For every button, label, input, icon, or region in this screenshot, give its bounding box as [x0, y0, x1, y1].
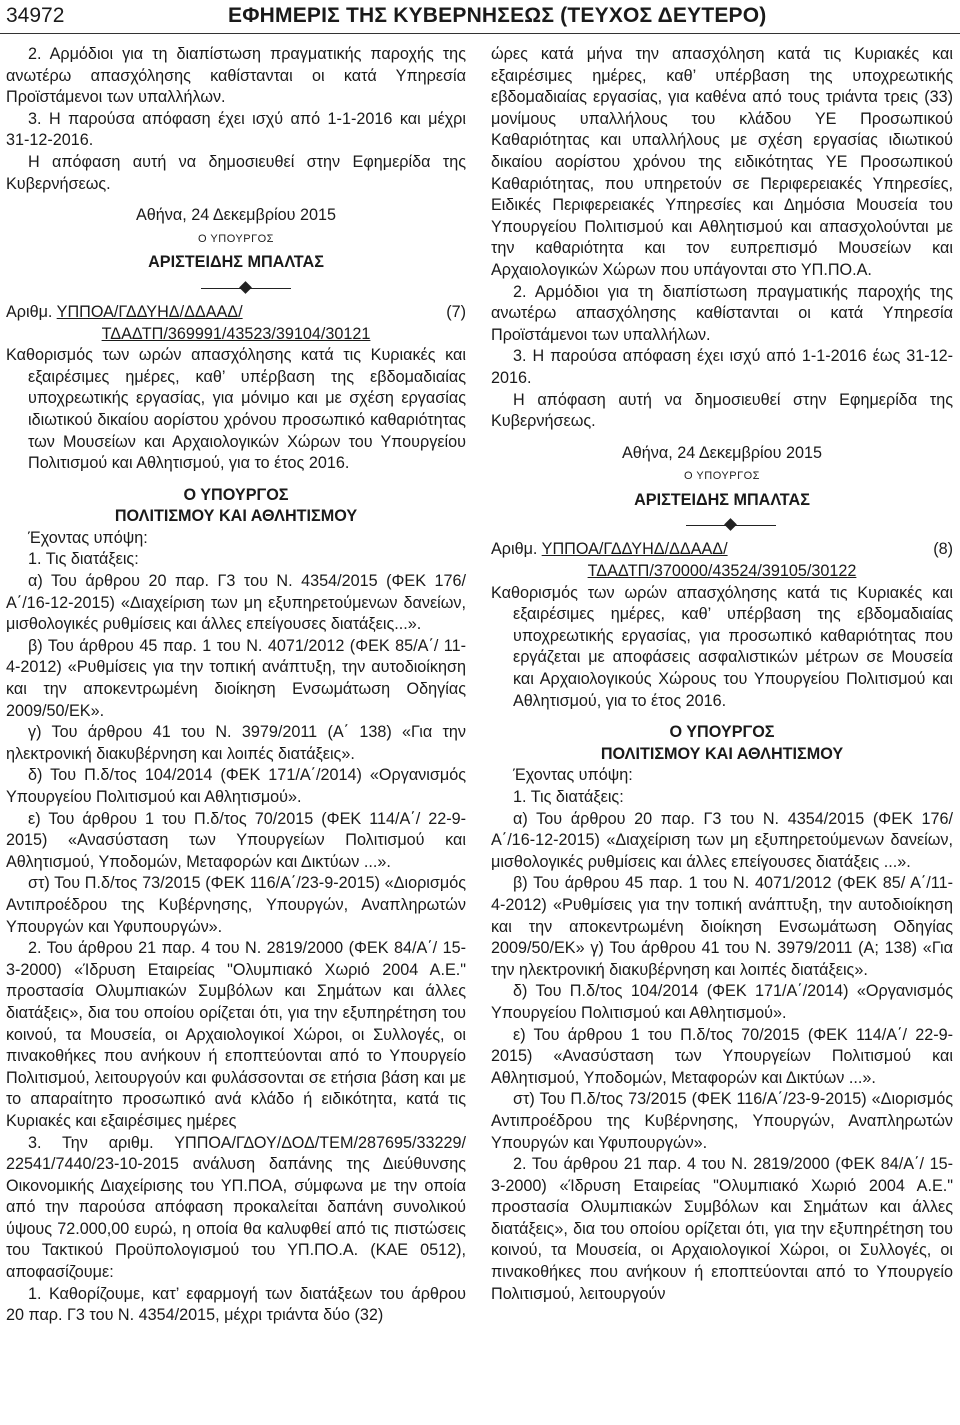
minister-label: Ο ΥΠΟΥΡΓΟΣ	[684, 470, 760, 483]
page-number: 34972	[6, 4, 65, 27]
paragraph: 3. Η παρούσα απόφαση έχει ισχύ από 1-1-2016 έως 31-12-2016.	[491, 347, 953, 387]
decision-subject: Καθορισμός των ωρών απασχόλησης κατά τις Κυριακές και εξαιρέσιμες ημέρες, καθ’ υπέρβαση της εβδομαδιαίας υποχρεωτικής εργασίας, για μόνιμο και με σχέση εργασίας ιδιωτικού δικαίου αορίστου χρόνου προσωπικό καθαριότητας των Μουσείων και Αρχαιολογικών Χώρων του Υπουργείου Πολιτισμού και Αθλητισμού, για το έτος 2016.	[6, 346, 466, 473]
ref-code: ΥΠΠΟΑ/ΓΔΔΥΗΔ/ΔΔΑΑΔ/	[56, 302, 243, 321]
list-item: β) Του άρθρου 45 παρ. 1 του Ν. 4071/2012 (ΦΕΚ 85/Α΄/ 11-4-2012) «Ρυθμίσεις για την τοπική ανάπτυξη, την αυτοδιοίκηση και την αποκεντρωμένη διοίκηση Ενσωμάτωση Οδηγίας 2009/50/ΕΚ».	[6, 636, 466, 720]
signature-date: Αθήνα, 24 Δεκεμβρίου 2015	[135, 206, 336, 225]
list-item: α) Του άρθρου 20 παρ. Γ3 του Ν. 4354/2015 (ΦΕΚ 176/ Α΄/16-12-2015) «Διαχείριση των μη εξυπηρετούμενων δανείων, μισθολογικές ρυθμίσεις και άλλες επείγουσες διατάξεις ...».	[491, 809, 953, 871]
list-item: ε) Του άρθρου 1 του Π.δ/τος 70/2015 (ΦΕΚ 114/Α΄/ 22-9-2015) «Ανασύσταση των Υπουργείων Πολιτισμού και Αθλητισμού, Υποδομών, Μεταφορών και Δικτύων ...».	[491, 1025, 953, 1087]
paragraph: ώρες κατά μήνα την απασχόληση κατά τις Κυριακές και εξαιρέσιμες ημέρες, καθ’ υπέρβαση της υποχρεωτικής εβδομαδιαίας εργασίας, για καθένα από τους τριάντα τρεις (33) μονίμους υπαλλήλους του κλάδου ΥΕ Προσωπικού Καθαριότητας και υπαλλήλους με σχέση εργασίας ιδιωτικού δικαίου αορίστου χρόνου της ειδικότητας ΥΕ Προσωπικού Καθαριότητας, που υπηρετούν σε Περιφερειακές Υπηρεσίες, Ειδικές Περιφερειακές Υπηρεσίες και Δημόσια Μουσεία του Υπουργείου Πολιτισμού και Αθλητισμού και απασχολούνται με την καθαριότητα και τον ευπρεπισμό Μουσείων και Αρχαιολογικών Χώρων που υπάγονται στο ΥΠ.ΠΟ.Α.	[491, 45, 953, 279]
list-item: γ) Του άρθρου 41 του Ν. 3979/2011 (Α΄ 138) «Για την ηλεκτρονική διακυβέρνηση και λοιπές διατάξεις».	[6, 723, 466, 763]
minister-label: Ο ΥΠΟΥΡΓΟΣ	[198, 232, 274, 245]
list-item: 1. Τις διατάξεις:	[28, 550, 139, 569]
minister-name: ΑΡΙΣΤΕΙΔΗΣ ΜΠΑΛΤΑΣ	[148, 253, 324, 272]
list-item: 3. Την αριθμ. ΥΠΠΟΑ/ΓΔΟΥ/ΔΟΔ/ΤΕΜ/287695/33229/ 22541/7440/23-10-2015 ανάλυση δαπάνης της Διεύθυνσης Οικονομικής Διαχείρισης του ΥΠ.ΠΟΑ, σύμφωνα με την οποία από την παρούσα απόφαση προκαλείται δαπάνη συνολικού ύψους 72.000,00 ευρώ, η οποία θα καλυφθεί από τις πιστώσεις του Τακτικού Προϋπολογισμού του ΥΠ.ΠΟ.Α. (ΚΑΕ 0512), αποφασίζουμε:	[6, 1133, 466, 1282]
section-separator	[6, 280, 466, 296]
signature-date: Αθήνα, 24 Δεκεμβρίου 2015	[621, 443, 822, 462]
ref-number: (8)	[933, 540, 953, 559]
list-item: δ) Του Π.δ/τος 104/2014 (ΦΕΚ 171/Α΄/2014) «Οργανισμός Υπουργείου Πολιτισμού και Αθλητισμού».	[491, 982, 953, 1022]
list-item: στ) Του Π.δ/τος 73/2015 (ΦΕΚ 116/Α΄/23-9-2015) «Διορισμός Αντιπροέδρου της Κυβέρνησης, Υπουργών, Αναπληρωτών Υπουργών και Υφυπουργών».	[6, 874, 466, 936]
list-item: 2. Του άρθρου 21 παρ. 4 του Ν. 2819/2000 (ΦΕΚ 84/Α΄/ 15-3-2000) «Ίδρυση Εταιρείας "Ολυμπιακό Χωριό 2004 Α.Ε." προστασία Ολυμπιακών Συμβόλων και Σημάτων και άλλες διατάξεις», δια του οποίου ορίζεται ότι, για την εξυπηρέτηση του κοινού, τα Μουσεία, οι Αρχαιολογικοί Χώροι, οι Συλλογές, οι πινακοθήκες που ανήκουν ή εποπτεύονται από το Υπουργείο Πολιτισμού, λειτουργούν	[491, 1155, 953, 1303]
paragraph: 3. Η παρούσα απόφαση έχει ισχύ από 1-1-2016 και μέχρι 31-12-2016.	[6, 109, 466, 150]
ref-number: (7)	[446, 302, 466, 321]
list-item: ε) Του άρθρου 1 του Π.δ/τος 70/2015 (ΦΕΚ 114/Α΄/ 22-9-2015) «Ανασύσταση των Υπουργείων Πολιτισμού και Αθλητισμού, Υποδομών, Μεταφορών και Δικτύων ...».	[6, 809, 466, 871]
list-item: α) Του άρθρου 20 παρ. Γ3 του Ν. 4354/2015 (ΦΕΚ 176/ Α΄/16-12-2015) «Διαχείριση των μη εξυπηρετούμενων δανείων, μισθολογικές ρυθμίσεις και άλλες επείγουσες διατάξεις...».	[6, 572, 466, 634]
heading-ministry: ΠΟΛΙΤΙΣΜΟΥ ΚΑΙ ΑΘΛΗΤΙΣΜΟΥ	[600, 744, 844, 763]
decision-ref-row	[6, 302, 466, 324]
list-item: 1. Καθορίζουμε, κατ’ εφαρμογή των διατάξεων του άρθρου 20 παρ. Γ3 του Ν. 4354/2015, μέχρι τριάντα δύο (32)	[6, 1284, 466, 1325]
heading-minister: Ο ΥΠΟΥΡΓΟΣ	[183, 485, 289, 504]
paragraph: 2. Αρμόδιοι για τη διαπίστωση πραγματικής παροχής της ανωτέρω απασχόλησης καθίστανται οι κατά Υπηρεσία Προϊστάμενοι των υπαλλήλων.	[6, 45, 466, 107]
left-column	[6, 44, 466, 1327]
list-item: β) Του άρθρου 45 παρ. 1 του Ν. 4071/2012 (ΦΕΚ 85/ Α΄/11-4-2012) «Ρυθμίσεις για την τοπική ανάπτυξη, την αυτοδιοίκηση και την αποκεντρωμένη διοίκηση Ενσωμάτωση Οδηγίας 2009/50/ΕΚ» γ) Του άρθρου 41 του Ν. 3979/2011 (Α; 138) «Για την ηλεκτρονική διακυβέρνηση και λοιπές διατάξεις».	[491, 874, 953, 979]
heading-ministry: ΠΟΛΙΤΙΣΜΟΥ ΚΑΙ ΑΘΛΗΤΙΣΜΟΥ	[114, 507, 358, 526]
minister-name: ΑΡΙΣΤΕΙΔΗΣ ΜΠΑΛΤΑΣ	[634, 490, 810, 509]
list-item: 2. Του άρθρου 21 παρ. 4 του Ν. 2819/2000 (ΦΕΚ 84/Α΄/ 15-3-2000) «Ίδρυση Εταιρείας "Ολυμπιακό Χωριό 2004 Α.Ε." προστασία Ολυμπιακών Συμβόλων και Σημάτων και άλλες διατάξεις», δια του οποίου ορίζεται ότι, για την εξυπηρέτηση του κοινού, τα Μουσεία, οι Αρχαιολογικοί Χώροι, οι Συλλογές, οι πινακοθήκες που ανήκουν ή εποπτεύονται από το Υπουργείο Πολιτισμού, λειτουργούν και φυλάσσονται σε ετήσια βάση και με το απαραίτητο προσωπικό ανά κλάδο ή ειδικότητα, κατά τις Κυριακές και εξαιρέσιμες ημέρες	[6, 939, 466, 1130]
considering: Έχοντας υπόψη:	[513, 766, 633, 785]
paragraph: Η απόφαση αυτή να δημοσιευθεί στην Εφημερίδα της Κυβερνήσεως.	[6, 152, 466, 193]
paragraph: 2. Αρμόδιοι για τη διαπίστωση πραγματικής παροχής της ανωτέρω απασχόλησης καθίστανται οι κατά Υπηρεσία Προϊστάμενοι των υπαλλήλων.	[491, 282, 953, 344]
page-header	[0, 0, 960, 34]
ref-prefix: Αριθμ.	[491, 540, 538, 559]
considering: Έχοντας υπόψη:	[28, 528, 148, 547]
ref-code-line2: ΤΔΑΔΤΠ/369991/43523/39104/30121	[101, 324, 371, 343]
ref-prefix: Αριθμ.	[6, 302, 53, 321]
list-item: 1. Τις διατάξεις:	[513, 788, 624, 806]
journal-title: ΕΦΗΜΕΡΙΣ ΤΗΣ ΚΥΒΕΡΝΗΣΕΩΣ (ΤΕΥΧΟΣ ΔΕΥΤΕΡΟ)	[228, 4, 767, 27]
right-column	[491, 44, 953, 1305]
list-item: δ) Του Π.δ/τος 104/2014 (ΦΕΚ 171/Α΄/2014) «Οργανισμός Υπουργείου Πολιτισμού και Αθλητισμού».	[6, 766, 466, 806]
paragraph: Η απόφαση αυτή να δημοσιευθεί στην Εφημερίδα της Κυβερνήσεως.	[491, 390, 953, 431]
decision-ref-row	[491, 539, 953, 561]
decision-subject: Καθορισμός των ωρών απασχόλησης κατά τις Κυριακές και εξαιρέσιμες ημέρες, καθ’ υπέρβαση της εβδομαδιαίας υποχρεωτικής εργασίας, για προσωπικό καθαριότητας που εργάζεται με αποφάσεις ασφαλιστικών μέτρων σε Μουσεία και Αρχαιολογικούς Χώρους του Υπουργείου Πολιτισμού και Αθλητισμού, για το έτος 2016.	[491, 583, 953, 710]
heading-minister: Ο ΥΠΟΥΡΓΟΣ	[669, 723, 775, 742]
ref-code-line2: ΤΔΑΔΤΠ/370000/43524/39105/30122	[587, 562, 857, 581]
ref-code: ΥΠΠΟΑ/ΓΔΔΥΗΔ/ΔΔΑΑΔ/	[541, 540, 728, 559]
header-rule	[0, 33, 960, 34]
list-item: στ) Του Π.δ/τος 73/2015 (ΦΕΚ 116/Α΄/23-9-2015) «Διορισμός Αντιπροέδρου της Κυβέρνησης, Υπουργών, Αναπληρωτών Υπουργών και Υφυπουργών».	[491, 1090, 953, 1152]
section-separator	[491, 517, 953, 533]
